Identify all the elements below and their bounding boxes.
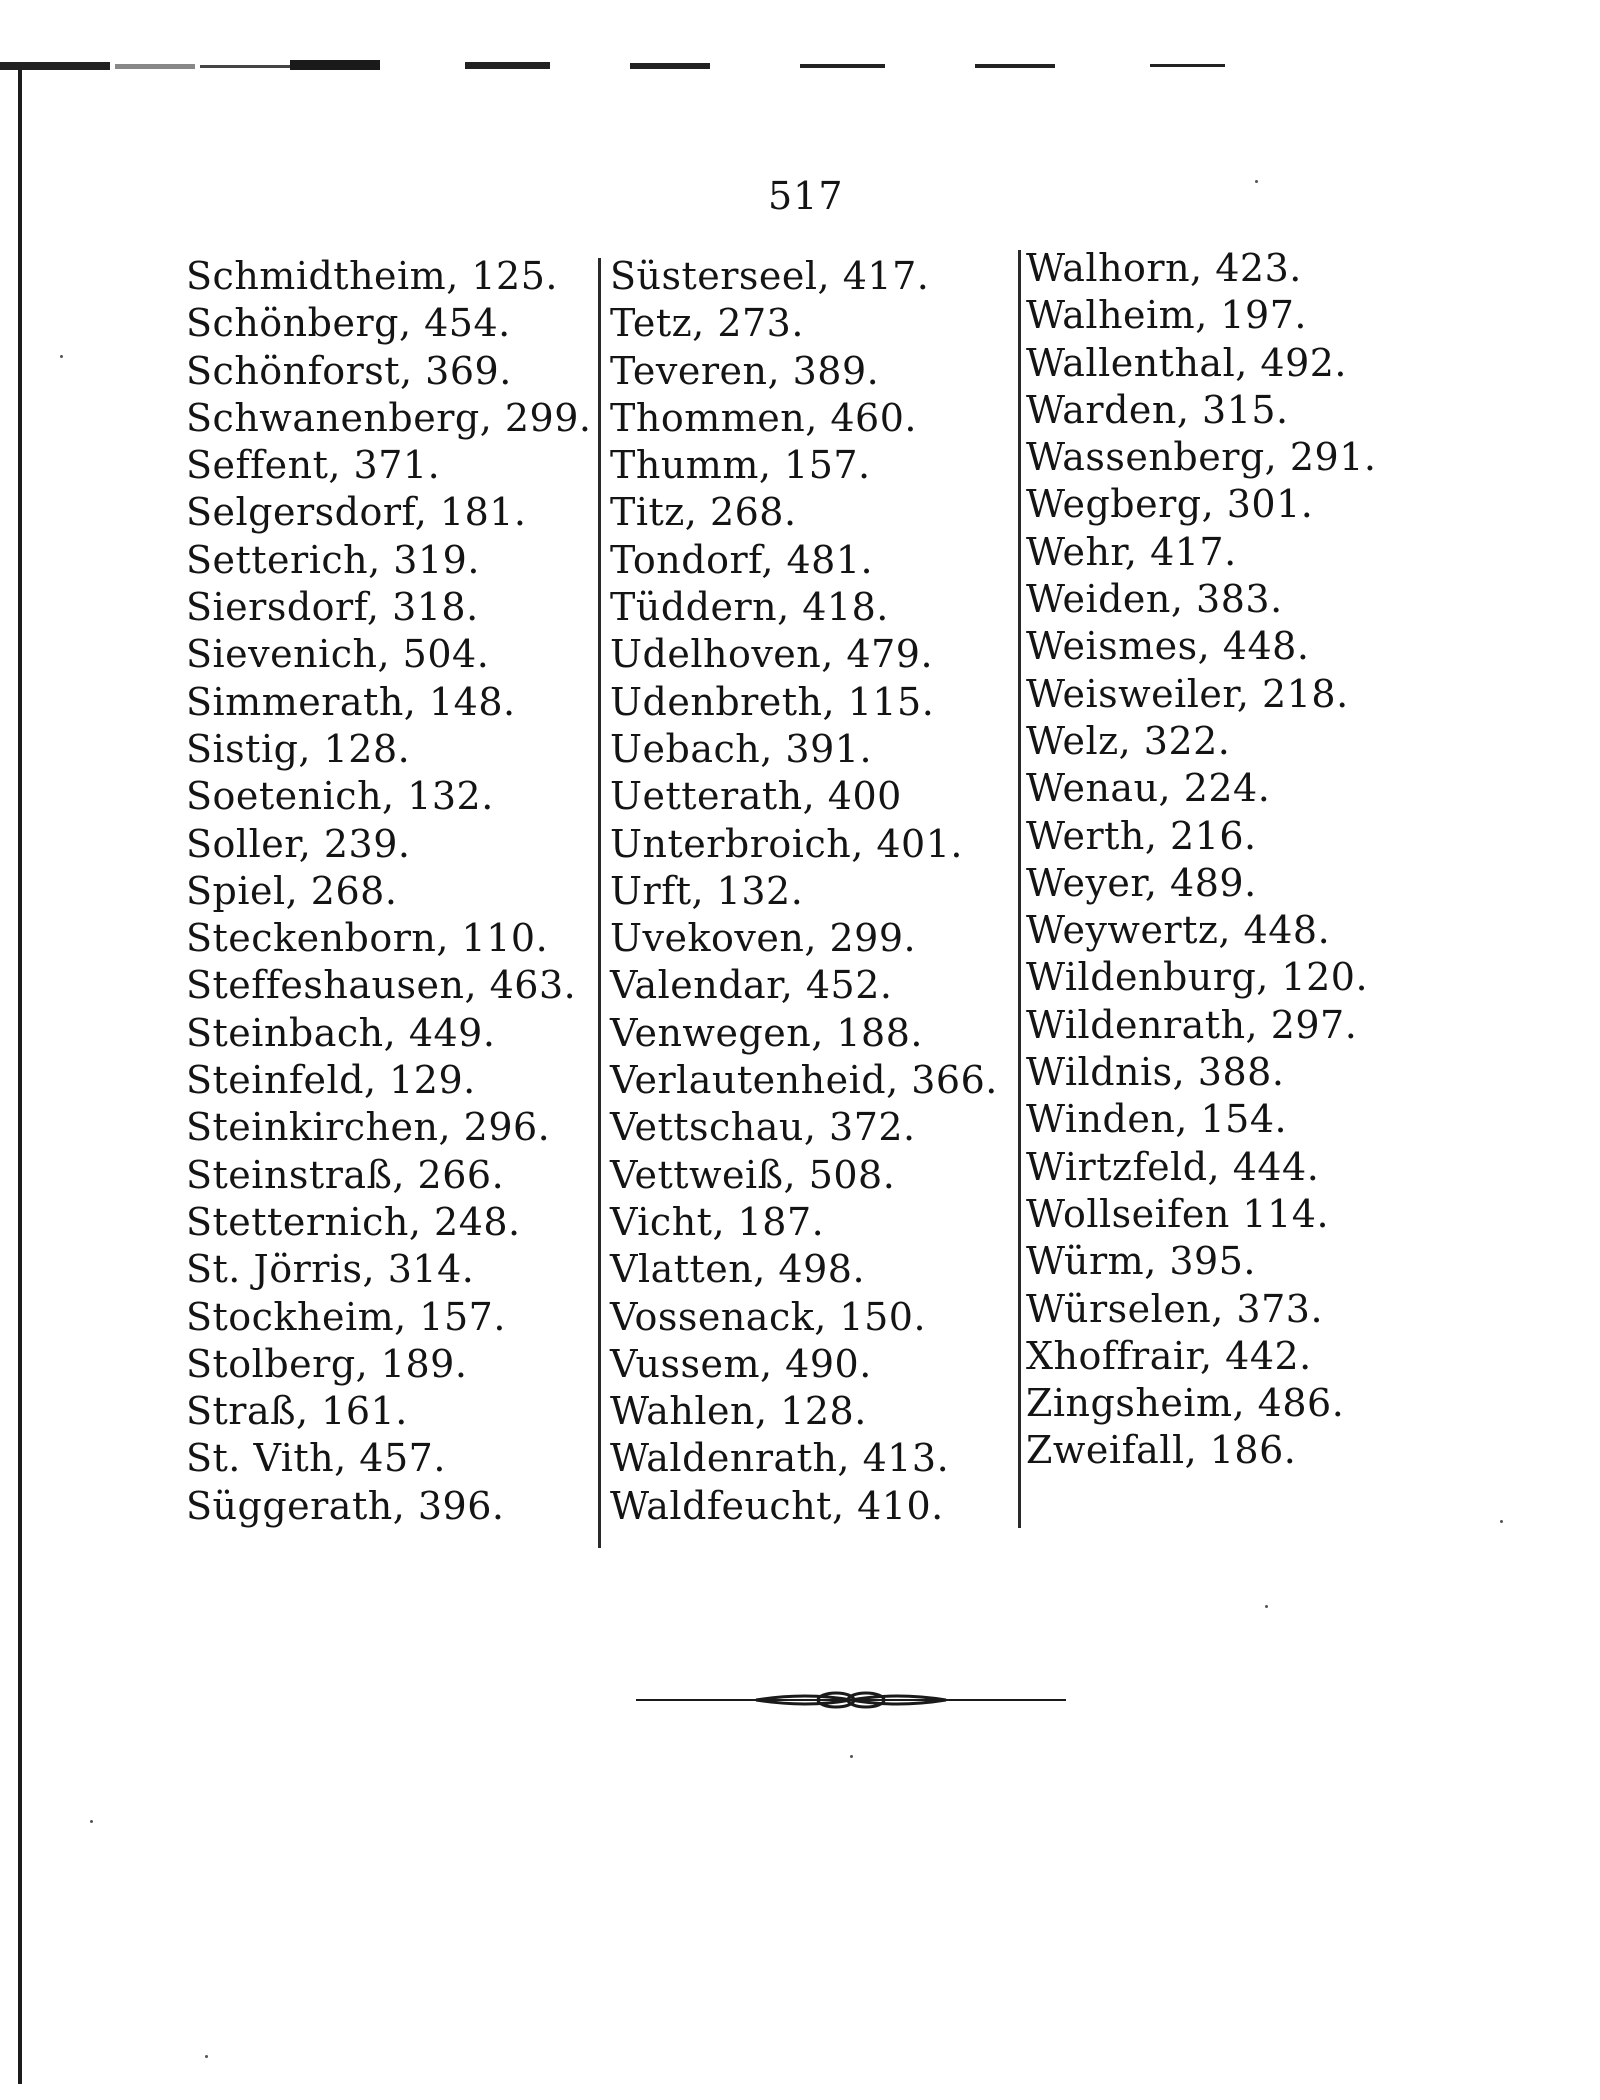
index-entry: Uvekoven, 299. xyxy=(610,916,917,961)
index-entry: Spiel, 268. xyxy=(186,868,398,913)
index-entry: Sievenich, 504. xyxy=(186,632,490,677)
index-entry: Wahlen, 128. xyxy=(610,1389,867,1434)
index-entry: Wehr, 417. xyxy=(1026,529,1237,574)
ornamental-divider xyxy=(636,1680,1066,1720)
index-entry: Vicht, 187. xyxy=(610,1199,825,1244)
index-entry: Soetenich, 132. xyxy=(186,774,494,819)
index-entry: Sistig, 128. xyxy=(186,726,411,771)
index-entry: Weismes, 448. xyxy=(1026,624,1310,669)
index-entry: Werth, 216. xyxy=(1026,813,1257,858)
index-entry: Selgersdorf, 181. xyxy=(186,490,527,535)
scan-speck xyxy=(90,1820,93,1823)
scan-speck xyxy=(1500,1520,1503,1523)
index-entry: Winden, 154. xyxy=(1026,1097,1288,1142)
index-entry: Walhorn, 423. xyxy=(1026,246,1302,290)
index-entry: Udelhoven, 479. xyxy=(610,632,934,677)
column-divider xyxy=(598,258,601,1548)
index-entry: Uebach, 391. xyxy=(610,726,873,771)
top-scan-marks xyxy=(0,54,1230,78)
index-entry: Vettschau, 372. xyxy=(610,1105,916,1150)
index-entry: Vlatten, 498. xyxy=(610,1247,866,1292)
index-entry: Venwegen, 188. xyxy=(610,1010,923,1055)
scan-speck xyxy=(850,1755,853,1758)
index-entry: Stetternich, 248. xyxy=(186,1199,521,1244)
index-entry: Schwanenberg, 299. xyxy=(186,395,592,440)
index-entry: Zweifall, 186. xyxy=(1026,1428,1297,1473)
index-entry: Uetterath, 400 xyxy=(610,774,902,819)
index-entry: Walheim, 197. xyxy=(1026,293,1307,338)
column-divider xyxy=(1018,250,1021,1528)
index-entry: Steinbach, 449. xyxy=(186,1010,496,1055)
index-entry: Urft, 132. xyxy=(610,868,804,913)
index-entry: Weiden, 383. xyxy=(1026,577,1283,622)
scan-speck xyxy=(1265,1605,1268,1608)
index-entry: Verlautenheid, 366. xyxy=(610,1058,998,1103)
index-entry: Setterich, 319. xyxy=(186,537,480,582)
index-entry: Wollseifen 114. xyxy=(1026,1191,1330,1236)
index-entry: Steinstraß, 266. xyxy=(186,1152,505,1197)
index-entry: Zingsheim, 486. xyxy=(1026,1381,1345,1426)
index-entry: Wenau, 224. xyxy=(1026,766,1271,811)
index-entry: Soller, 239. xyxy=(186,821,411,866)
index-entry: Tüddern, 418. xyxy=(610,585,889,630)
index-entry: St. Jörris, 314. xyxy=(186,1247,475,1292)
index-entry: Valendar, 452. xyxy=(610,963,893,1008)
index-entry: Steckenborn, 110. xyxy=(186,916,549,961)
index-entry: Schönberg, 454. xyxy=(186,301,511,346)
index-entry: Titz, 268. xyxy=(610,490,797,535)
index-entry: Steinkirchen, 296. xyxy=(186,1105,551,1150)
index-entry: Weyer, 489. xyxy=(1026,860,1257,905)
index-entry: Steinfeld, 129. xyxy=(186,1058,476,1103)
index-entry: Vussem, 490. xyxy=(610,1341,872,1386)
index-entry: Süggerath, 396. xyxy=(186,1483,505,1528)
index-entry: Unterbroich, 401. xyxy=(610,821,963,866)
scan-speck xyxy=(60,355,63,358)
index-entry: Wegberg, 301. xyxy=(1026,482,1314,527)
index-entry: Xhoffrair, 442. xyxy=(1026,1333,1312,1378)
index-entry: Wildenrath, 297. xyxy=(1026,1002,1358,1047)
scan-speck xyxy=(1255,180,1258,183)
index-entry: Warden, 315. xyxy=(1026,387,1289,432)
index-entry: Wildenburg, 120. xyxy=(1026,955,1369,1000)
index-entry: Simmerath, 148. xyxy=(186,679,516,724)
index-entry: St. Vith, 457. xyxy=(186,1436,446,1481)
index-entry: Straß, 161. xyxy=(186,1389,408,1434)
index-entry: Welz, 322. xyxy=(1026,718,1231,763)
index-column-3 xyxy=(1026,245,1376,1475)
index-entry: Wallenthal, 492. xyxy=(1026,340,1347,385)
index-entry: Wildnis, 388. xyxy=(1026,1050,1285,1095)
index-entry: Seffent, 371. xyxy=(186,443,441,488)
index-entry: Weywertz, 448. xyxy=(1026,908,1331,953)
page-number: 517 xyxy=(768,174,844,218)
index-entry: Weisweiler, 218. xyxy=(1026,671,1349,716)
index-entry: Wassenberg, 291. xyxy=(1026,435,1377,480)
index-entry: Schmidtheim, 125. xyxy=(186,254,558,298)
index-entry: Thommen, 460. xyxy=(610,395,917,440)
index-entry: Süsterseel, 417. xyxy=(610,254,930,298)
index-column-2 xyxy=(610,253,998,1530)
index-entry: Teveren, 389. xyxy=(610,348,880,393)
index-entry: Waldfeucht, 410. xyxy=(610,1483,944,1528)
index-entry: Udenbreth, 115. xyxy=(610,679,935,724)
index-entry: Siersdorf, 318. xyxy=(186,585,479,630)
index-entry: Tetz, 273. xyxy=(610,301,804,346)
index-entry: Vettweiß, 508. xyxy=(610,1152,896,1197)
index-entry: Würselen, 373. xyxy=(1026,1286,1324,1331)
index-entry: Stolberg, 189. xyxy=(186,1341,468,1386)
index-column-1 xyxy=(186,253,591,1530)
index-entry: Waldenrath, 413. xyxy=(610,1436,950,1481)
index-entry: Steffeshausen, 463. xyxy=(186,963,577,1008)
scan-speck xyxy=(205,2055,208,2058)
index-entry: Stockheim, 157. xyxy=(186,1294,506,1339)
index-entry: Vossenack, 150. xyxy=(610,1294,927,1339)
index-entry: Würm, 395. xyxy=(1026,1239,1256,1284)
index-entry: Wirtzfeld, 444. xyxy=(1026,1144,1320,1189)
index-entry: Thumm, 157. xyxy=(610,443,871,488)
page-edge-line xyxy=(18,64,22,2084)
index-entry: Schönforst, 369. xyxy=(186,348,512,393)
index-entry: Tondorf, 481. xyxy=(610,537,874,582)
